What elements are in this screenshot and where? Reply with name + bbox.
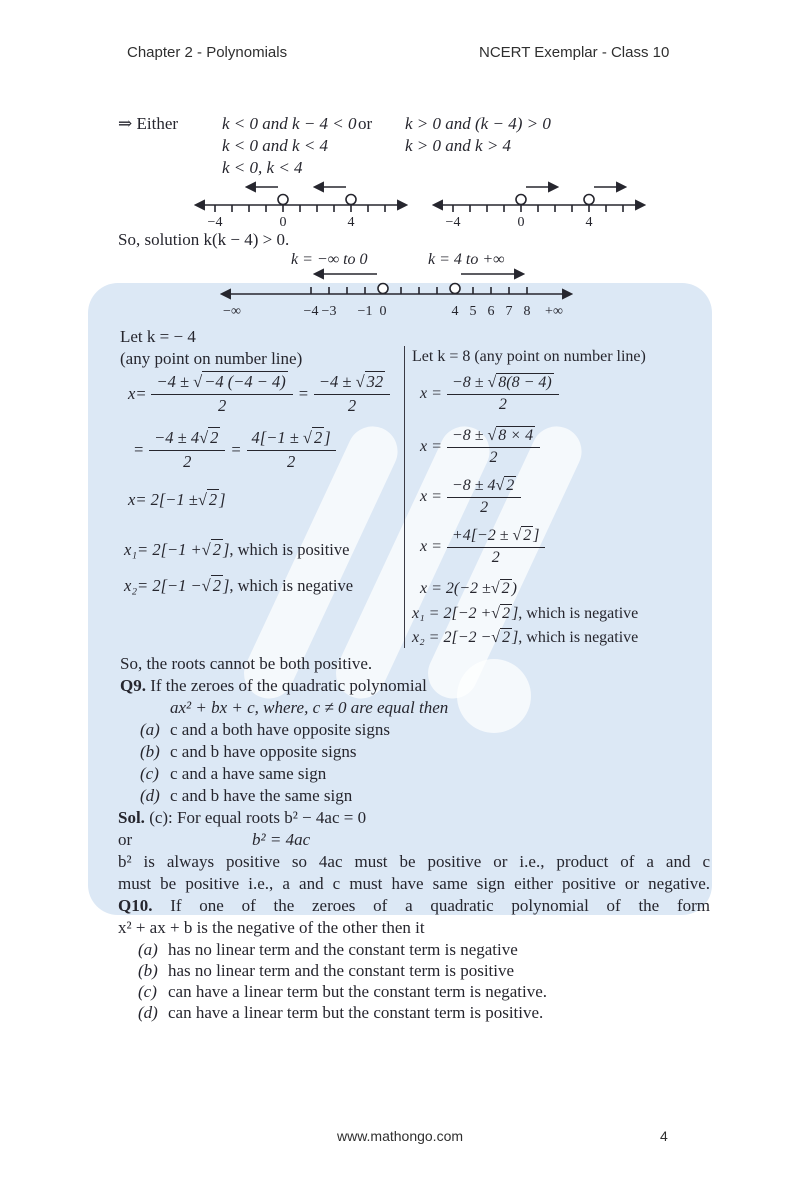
implies-either: ⇒ Either — [118, 114, 179, 133]
q10-label: Q10. — [118, 896, 153, 915]
tick-label: 4 — [347, 215, 355, 230]
fraction: $\frac{-8 \pm 4√ 2}{2}$ — [447, 477, 521, 517]
right-equation-2 — [420, 427, 545, 467]
radical-icon: √ — [197, 490, 207, 509]
radical-icon: √ — [512, 527, 522, 544]
column-divider — [404, 346, 405, 648]
left-equation-2 — [133, 428, 341, 472]
case-left-line3: k < 0, k < 4 — [222, 158, 303, 177]
eq-lhs: x = — [420, 385, 442, 402]
tick-label: −4 — [445, 215, 461, 230]
tick-label: +∞ — [545, 304, 563, 319]
radical-icon: √ — [193, 372, 203, 391]
eq-lhs: = — [133, 440, 145, 459]
q9-solution: Sol. (c): For equal roots b² − 4ac = 0 — [118, 808, 367, 827]
equals-sign: = — [230, 440, 242, 459]
tick-label: 6 — [487, 304, 495, 319]
q9-option-c: (c) c and a have same sign — [140, 764, 327, 783]
right-equation-4 — [420, 527, 550, 567]
tick-label: 0 — [379, 304, 387, 319]
q9-option-a: (a) c and a both have opposite signs — [140, 720, 391, 739]
fraction: $\frac{+4[-2 \pm √ 2 ]}{2}$ — [447, 527, 545, 567]
case-left-line2: k < 0 and k < 4 — [222, 136, 329, 155]
radical-icon: √ — [487, 427, 497, 444]
q10-option-d: (d) can have a linear term but the constant term is positive. — [138, 1003, 544, 1022]
footer-site-link[interactable]: www.mathongo.com — [336, 1128, 464, 1144]
radical-icon: √ — [491, 605, 501, 622]
tick-label: −3 — [321, 304, 337, 319]
tick-label: 7 — [505, 304, 513, 319]
equals-sign: = — [297, 384, 309, 403]
left-root-2: x₂= 2[−1 − √ 2 ] , which is negative — [124, 576, 354, 595]
case-right-line1: k > 0 and (k − 4) > 0 — [405, 114, 551, 133]
left-equation-3: x= 2[−1 ± √ 2 ] — [128, 490, 226, 509]
eq-lhs: x = — [420, 488, 442, 505]
q9-option-b: (b) c and b have opposite signs — [140, 742, 357, 761]
eq-lhs: x = — [420, 538, 442, 555]
or-label: or — [118, 830, 133, 849]
radical-icon: √ — [199, 428, 209, 447]
q9-polynomial: ax² + bx + c, where, c ≠ 0 are equal then — [170, 698, 449, 717]
radical-icon: √ — [355, 372, 365, 391]
right-equation-5: x = 2(−2 ± √ 2 ) — [420, 580, 517, 597]
eq-lhs: x = — [420, 438, 442, 455]
fraction: $\frac{-4 \pm √ 32}{2}$ — [314, 372, 390, 416]
tick-label: 4 — [585, 215, 593, 230]
fraction: $\frac{-4 \pm √ -4 (-4 - 4)}{2}$ — [151, 372, 292, 416]
right-root-1: x₁ = 2[−2 + √ 2 ] , which is negative — [412, 605, 639, 622]
right-equation-1 — [420, 374, 564, 414]
or-word: or — [358, 114, 373, 133]
sol-label: Sol. — [118, 808, 145, 827]
q9-label: Q9. — [120, 676, 146, 695]
left-let-line: Let k = − 4 — [120, 327, 196, 346]
tick-label: 8 — [523, 304, 531, 319]
tick-label: −1 — [357, 304, 373, 319]
radical-icon: √ — [495, 477, 505, 494]
header-chapter: Chapter 2 - Polynomials — [127, 44, 288, 61]
fraction: $\frac{-8 \pm √ 8 \times 4}{2}$ — [447, 427, 540, 467]
right-equation-3 — [420, 477, 526, 517]
conclusion-line: So, the roots cannot be both positive. — [120, 654, 373, 673]
q10-option-a: (a) has no linear term and the constant term is negative — [138, 940, 518, 959]
radical-icon: √ — [487, 374, 497, 391]
explanation-line-2: must be positive i.e., a and c must have same sign either positive or negative. — [118, 874, 710, 893]
tick-label: 5 — [469, 304, 477, 319]
right-root-2: x₂ = 2[−2 − √ 2 ] , which is negative — [412, 629, 639, 646]
tick-label: −4 — [207, 215, 223, 230]
number-line-right-case — [428, 178, 653, 230]
tick-label: 0 — [279, 215, 287, 230]
q10-option-b: (b) has no linear term and the constant term is positive — [138, 961, 515, 980]
left-root-1: x₁= 2[−1 + √ 2 ] , which is positive — [124, 540, 350, 559]
or-equation: b² = 4ac — [252, 830, 311, 849]
number-line-left-case — [190, 178, 415, 230]
case-left-line1: k < 0 and k − 4 < 0 — [222, 114, 357, 133]
number-line-combined — [215, 264, 580, 322]
solution-line: So, solution k(k − 4) > 0. — [118, 230, 290, 249]
q10-line2: x² + ax + b is the negative of the other then it — [118, 918, 425, 937]
range-label-right: k = 4 to +∞ — [428, 251, 505, 268]
radical-icon: √ — [201, 576, 211, 595]
footer-page-number: 4 — [660, 1128, 668, 1144]
left-equation-1 — [128, 372, 395, 416]
q9-option-d: (d) c and b have the same sign — [140, 786, 353, 805]
fraction: $\frac{-4 \pm 4√ 2}{2}$ — [149, 428, 225, 472]
explanation-line-1: b² is always positive so 4ac must be positive or i.e., product of a and c — [118, 852, 710, 871]
case-right-line2: k > 0 and k > 4 — [405, 136, 512, 155]
tick-label: −∞ — [223, 304, 241, 319]
q10-question: Q10. If one of the zeroes of a quadratic polynomial of the form — [118, 896, 711, 915]
tick-label: 4 — [451, 304, 459, 319]
eq-lhs: x= — [128, 384, 147, 403]
tick-label: −4 — [303, 304, 319, 319]
right-let-line: Let k = 8 (any point on number line) — [412, 348, 646, 365]
range-label-left: k = −∞ to 0 — [291, 251, 368, 268]
q10-option-c: (c) can have a linear term but the constant term is negative. — [138, 982, 548, 1001]
fraction: $\frac{4[-1 \pm √ 2 ]}{2}$ — [247, 428, 336, 472]
radical-icon: √ — [302, 428, 312, 447]
left-note-line: (any point on number line) — [120, 349, 303, 368]
header-book: NCERT Exemplar - Class 10 — [479, 44, 670, 61]
fraction: $\frac{-8 \pm √ 8(8 - 4)}{2}$ — [447, 374, 559, 414]
q9-question: Q9. If the zeroes of the quadratic polynomial — [120, 676, 427, 695]
tick-label: 0 — [517, 215, 525, 230]
radical-icon: √ — [491, 629, 501, 646]
radical-icon: √ — [201, 540, 211, 559]
radical-icon: √ — [490, 580, 500, 597]
